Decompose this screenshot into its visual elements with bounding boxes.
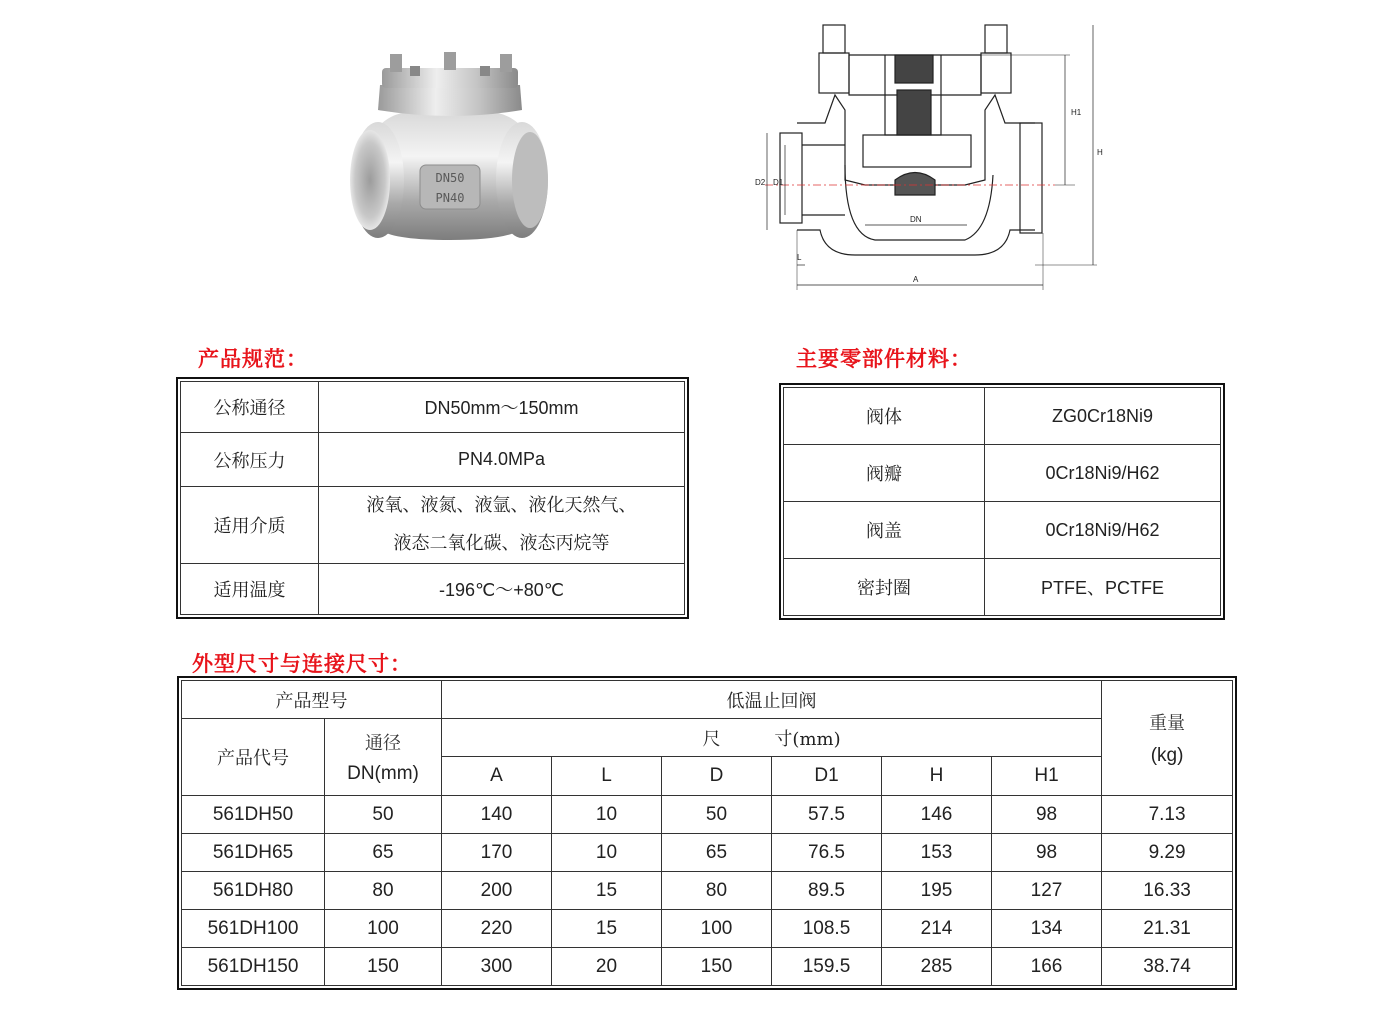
- materials-table: [783, 387, 1221, 616]
- col-header-l: L: [552, 757, 662, 796]
- header-weight-unit: (kg): [1150, 745, 1184, 766]
- cell-a: 170: [442, 834, 552, 872]
- cell-d: 65: [662, 834, 772, 872]
- spec-media-line-2: 液态二氧化碳、液态丙烷等: [393, 533, 610, 554]
- label-d1: D1: [773, 178, 784, 187]
- material-row: [784, 388, 1221, 445]
- header-bore-unit: DN(mm): [347, 763, 419, 784]
- valve-photo: [340, 40, 555, 250]
- material-part: 阀瓣: [784, 445, 985, 502]
- material-row: [784, 445, 1221, 502]
- header-weight: [1102, 681, 1233, 796]
- cell-h1: 98: [992, 796, 1102, 834]
- cell-l: 10: [552, 796, 662, 834]
- cell-dn: 50: [325, 796, 442, 834]
- cell-h: 214: [882, 910, 992, 948]
- cell-weight: 21.31: [1102, 910, 1233, 948]
- header-weight-label: 重量: [1149, 713, 1186, 734]
- label-h: H: [1097, 148, 1103, 157]
- cell-code: 561DH150: [182, 948, 325, 986]
- valve-section-drawing: [745, 15, 1115, 300]
- header-bore-label: 通径: [365, 733, 401, 754]
- cell-code: 561DH100: [182, 910, 325, 948]
- material-value: 0Cr18Ni9/H62: [985, 445, 1221, 502]
- table-row: [182, 948, 1233, 986]
- cell-weight: 7.13: [1102, 796, 1233, 834]
- spec-value: -196℃～+80℃: [319, 564, 685, 615]
- cell-code: 561DH80: [182, 872, 325, 910]
- cell-d: 50: [662, 796, 772, 834]
- material-part: 阀盖: [784, 502, 985, 559]
- cell-weight: 9.29: [1102, 834, 1233, 872]
- spec-value: DN50mm～150mm: [319, 382, 685, 433]
- cell-d1: 57.5: [772, 796, 882, 834]
- cell-code: 561DH50: [182, 796, 325, 834]
- spec-label: 适用介质: [181, 487, 319, 564]
- dimensions-heading: 外型尺寸与连接尺寸：: [192, 652, 412, 676]
- material-value: 0Cr18Ni9/H62: [985, 502, 1221, 559]
- cell-h: 195: [882, 872, 992, 910]
- table-row: [182, 796, 1233, 834]
- material-row: [784, 502, 1221, 559]
- material-part: 阀体: [784, 388, 985, 445]
- label-d2: D2: [755, 178, 766, 187]
- cell-a: 140: [442, 796, 552, 834]
- spec-value-media: [319, 487, 685, 564]
- cell-a: 220: [442, 910, 552, 948]
- cell-h1: 166: [992, 948, 1102, 986]
- label-l: L: [797, 253, 802, 262]
- label-a: A: [913, 275, 919, 284]
- label-h1: H1: [1071, 108, 1082, 117]
- cell-d1: 89.5: [772, 872, 882, 910]
- cell-h1: 134: [992, 910, 1102, 948]
- header-model: 产品型号: [182, 681, 442, 719]
- cell-dn: 65: [325, 834, 442, 872]
- spec-row-bore: [181, 382, 685, 433]
- col-header-a: A: [442, 757, 552, 796]
- material-row: [784, 559, 1221, 616]
- dimensions-table: [181, 680, 1233, 986]
- dim-header-row-1: [182, 681, 1233, 719]
- table-row: [182, 834, 1233, 872]
- table-row: [182, 872, 1233, 910]
- col-header-d1: D1: [772, 757, 882, 796]
- cell-l: 10: [552, 834, 662, 872]
- cell-dn: 80: [325, 872, 442, 910]
- material-part: 密封圈: [784, 559, 985, 616]
- label-dn: DN: [910, 215, 922, 224]
- cell-a: 200: [442, 872, 552, 910]
- col-header-h1: H1: [992, 757, 1102, 796]
- cell-a: 300: [442, 948, 552, 986]
- spec-row-pressure: [181, 433, 685, 487]
- table-row: [182, 910, 1233, 948]
- spec-label: 适用温度: [181, 564, 319, 615]
- spec-value: PN4.0MPa: [319, 433, 685, 487]
- cell-h1: 127: [992, 872, 1102, 910]
- cell-h: 285: [882, 948, 992, 986]
- header-code: 产品代号: [182, 719, 325, 796]
- col-header-d: D: [662, 757, 772, 796]
- spec-label: 公称通径: [181, 382, 319, 433]
- cell-d: 150: [662, 948, 772, 986]
- materials-heading: 主要零部件材料：: [796, 347, 972, 371]
- cell-dn: 150: [325, 948, 442, 986]
- spec-table: [180, 381, 685, 615]
- cell-d1: 76.5: [772, 834, 882, 872]
- specs-heading: 产品规范：: [198, 347, 308, 371]
- cell-dn: 100: [325, 910, 442, 948]
- header-size: 尺 寸(mm): [442, 719, 1102, 757]
- cell-l: 20: [552, 948, 662, 986]
- spec-row-media: [181, 487, 685, 564]
- cell-d: 100: [662, 910, 772, 948]
- col-header-h: H: [882, 757, 992, 796]
- cell-h: 146: [882, 796, 992, 834]
- casting-text-dn: DN50: [435, 171, 465, 185]
- material-value: PTFE、PCTFE: [985, 559, 1221, 616]
- spec-label: 公称压力: [181, 433, 319, 487]
- material-value: ZG0Cr18Ni9: [985, 388, 1221, 445]
- dim-header-row-2: [182, 719, 1233, 757]
- cell-h1: 98: [992, 834, 1102, 872]
- spec-media-line-1: 液氧、液氮、液氩、液化天然气、: [366, 495, 637, 516]
- cell-d1: 159.5: [772, 948, 882, 986]
- cell-d1: 108.5: [772, 910, 882, 948]
- cell-h: 153: [882, 834, 992, 872]
- cell-weight: 16.33: [1102, 872, 1233, 910]
- cell-l: 15: [552, 872, 662, 910]
- cell-code: 561DH65: [182, 834, 325, 872]
- header-product-name: 低温止回阀: [442, 681, 1102, 719]
- cell-d: 80: [662, 872, 772, 910]
- header-bore: [325, 719, 442, 796]
- spec-row-temperature: [181, 564, 685, 615]
- casting-text-pn: PN40: [435, 191, 465, 205]
- cell-weight: 38.74: [1102, 948, 1233, 986]
- cell-l: 15: [552, 910, 662, 948]
